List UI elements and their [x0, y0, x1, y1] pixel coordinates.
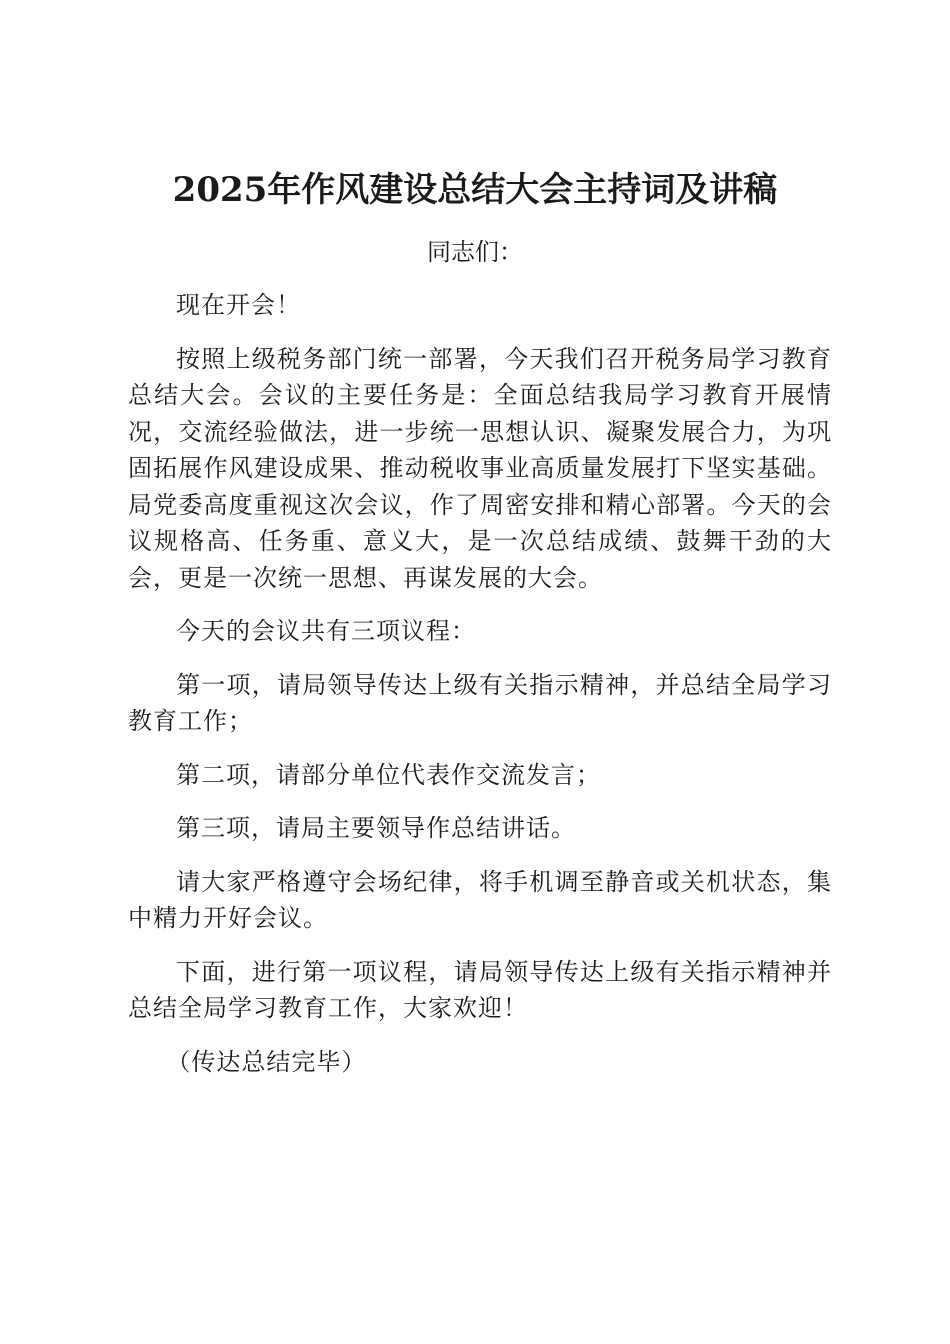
paragraph-agenda-item-2: 第二项，请部分单位代表作交流发言；	[176, 760, 601, 789]
paragraph-discipline: 请大家严格遵守会场纪律，将手机调至静音或关机状态，集中精力开好会议。	[128, 867, 832, 932]
document-body	[128, 287, 832, 1097]
paragraph-agenda-item-3: 第三项，请局主要领导作总结讲话。	[176, 814, 576, 842]
paragraph-agenda-intro: 今天的会议共有三项议程：	[176, 617, 476, 645]
salutation: 同志们：	[427, 238, 523, 266]
paragraph-stage-note: （传达总结完毕）	[166, 1047, 367, 1076]
paragraph-agenda-item-1: 第一项，请局领导传达上级有关指示精神，并总结全局学习教育工作；	[128, 670, 832, 735]
paragraph-meeting-purpose: 按照上级税务部门统一部署，今天我们召开税务局学习教育总结大会。会议的主要任务是：全面总结我局学习教育开展情况，交流经验做法，进一步统一思想认识、凝聚发展合力，为巩固拓展作风建设成果、推动税收事业高质量发展打下坚实基础。局党委高度重视这次会议，作了周密安排和精心部署。今天的会议规格高、任务重、意义大，是一次总结成绩、鼓舞干劲的大会，更是一次统一思想、再谋发展的大会。	[128, 344, 832, 592]
document-title: 2025年作风建设总结大会主持词及讲稿	[172, 170, 778, 210]
paragraph-first-item-start: 下面，进行第一项议程，请局领导传达上级有关指示精神并总结全局学习教育工作，大家欢迎！	[128, 957, 832, 1022]
paragraph-opening: 现在开会！	[176, 291, 301, 319]
